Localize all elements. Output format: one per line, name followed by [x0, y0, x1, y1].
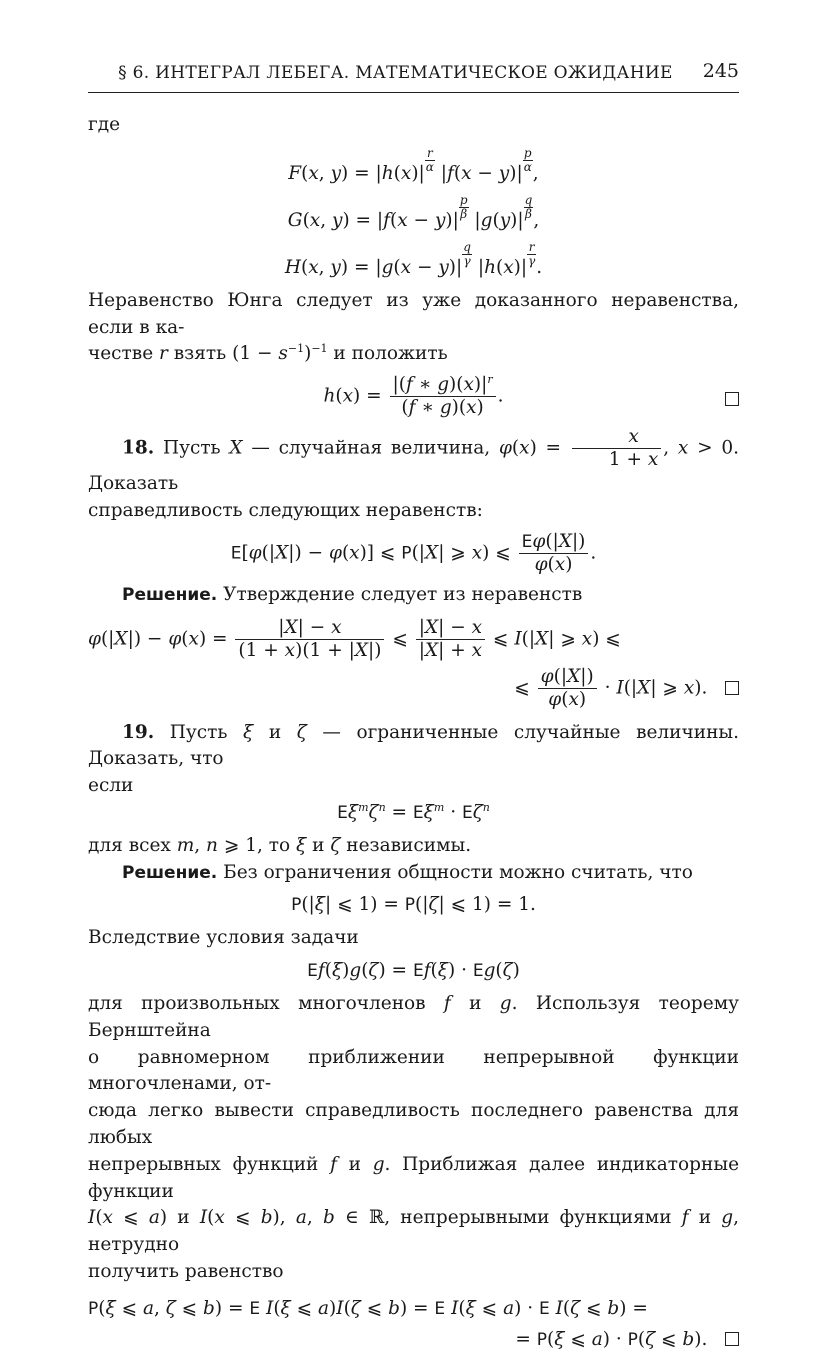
poly-line1: для произвольных многочленов f и g. Используя теорему Бернштейна [88, 992, 739, 1041]
equation-19-polynomials: Ef(ξ)g(ζ) = Ef(ξ) · Eg(ζ) [307, 960, 520, 982]
poly-line3: сюда легко вывести справедливость последнего равенства для любых [88, 1100, 739, 1148]
qed-square-icon [725, 1332, 739, 1346]
equation-18-solution-2: ⩽ $\frac{\varphi(|X|)}{\varphi(x)}$ · I(|X| ⩾ x). [88, 666, 739, 711]
condition-line: Вследствие условия задачи [88, 927, 359, 949]
equation-18-inequality: E[φ(|X|) − φ(x)] ⩽ P(|X| ⩾ x) ⩽ $\frac{E\varphi(|X|)}{\varphi(x)}$ . [230, 530, 597, 575]
running-header [88, 58, 739, 93]
equation-19-final-1: P(ξ ⩽ a, ζ ⩽ b) = E I(ξ ⩽ a)I(ζ ⩽ b) = E I(ξ ⩽ a) · E I(ζ ⩽ b) = [88, 1297, 648, 1319]
equation-F: F(x, y) = |h(x)| $\frac{r}{\alpha}$ |f(x − y)| $\frac{p}{\alpha}$ , [288, 145, 539, 184]
equation-19-moments: $E\xi^m\zeta^n = E\xi^m \cdot E\zeta^n$ [337, 800, 490, 823]
problem-19-line2: если [88, 775, 134, 797]
equation-G: G(x, y) = |f(x − y)| $\frac{p}{\beta}$ |g(y)| $\frac{q}{\beta}$ , [287, 192, 540, 231]
equation-H: H(x, y) = |g(x − y)| $\frac{q}{\gamma}$ |h(x)| $\frac{r}{\gamma}$ . [284, 239, 543, 278]
problem-18-line2: справедливость следующих неравенств: [88, 499, 483, 521]
young-paragraph-line2: честве r взять $(1 - s^{-1})^{-1}$ и положить [88, 342, 448, 365]
problem-19-line3: для всех m, n ⩾ 1, то ξ и ζ независимы. [88, 834, 472, 856]
qed-square-icon [725, 681, 739, 695]
equation-18-solution-1: φ(|X|) − φ(x) = $\frac{|X| - x}{(1 + x)(1 + |X|)}$ ⩽ $\frac{|X| - x}{|X| + x}$ ⩽ I(|X| ⩾ x) ⩽ [88, 616, 621, 661]
page-number: 245 [702, 60, 739, 82]
text-gde: где [88, 114, 121, 135]
equation-h-definition: h(x) = $\frac{|(f ∗ g)(x)|^r}{(f ∗ g)(x)}$ . [88, 374, 739, 419]
header-title: § 6. ИНТЕГРАЛ ЛЕБЕГА. МАТЕМАТИЧЕСКОЕ ОЖИДАНИЕ [118, 62, 673, 83]
poly-line4: непрерывных функций f и g. Приближая далее индикаторные функции [88, 1153, 740, 1202]
qed-square-icon [725, 392, 739, 406]
equation-19-final-2: = P(ξ ⩽ a) · P(ζ ⩽ b). [88, 1327, 739, 1354]
young-paragraph-line1: Неравенство Юнга следует из уже доказанного неравенства, если в ка- [88, 289, 739, 338]
poly-line2: о равномерном приближении непрерывной функции многочленами, от- [88, 1046, 739, 1095]
solution-18-line: Решение. Утверждение следует из неравенств [122, 584, 583, 605]
poly-line5: I(x ⩽ a) и I(x ⩽ b), a, b ∈ ℝ, непрерывными функциями f и g, нетрудно [88, 1207, 740, 1256]
solution-19-line: Решение. Без ограничения общности можно считать, что [122, 861, 693, 883]
page-body [88, 112, 739, 1357]
problem-18-line1: 18. Пусть X — случайная величина, φ(x) = $\frac{x}{1 + x}$ , x > 0. Доказать [88, 425, 740, 494]
equation-19-bounded: P(|ξ| ⩽ 1) = P(|ζ| ⩽ 1) = 1. [291, 894, 536, 916]
problem-19-line1: 19. Пусть ξ и ζ — ограниченные случайные величины. Доказать, что [88, 721, 740, 770]
poly-line6: получить равенство [88, 1261, 284, 1282]
